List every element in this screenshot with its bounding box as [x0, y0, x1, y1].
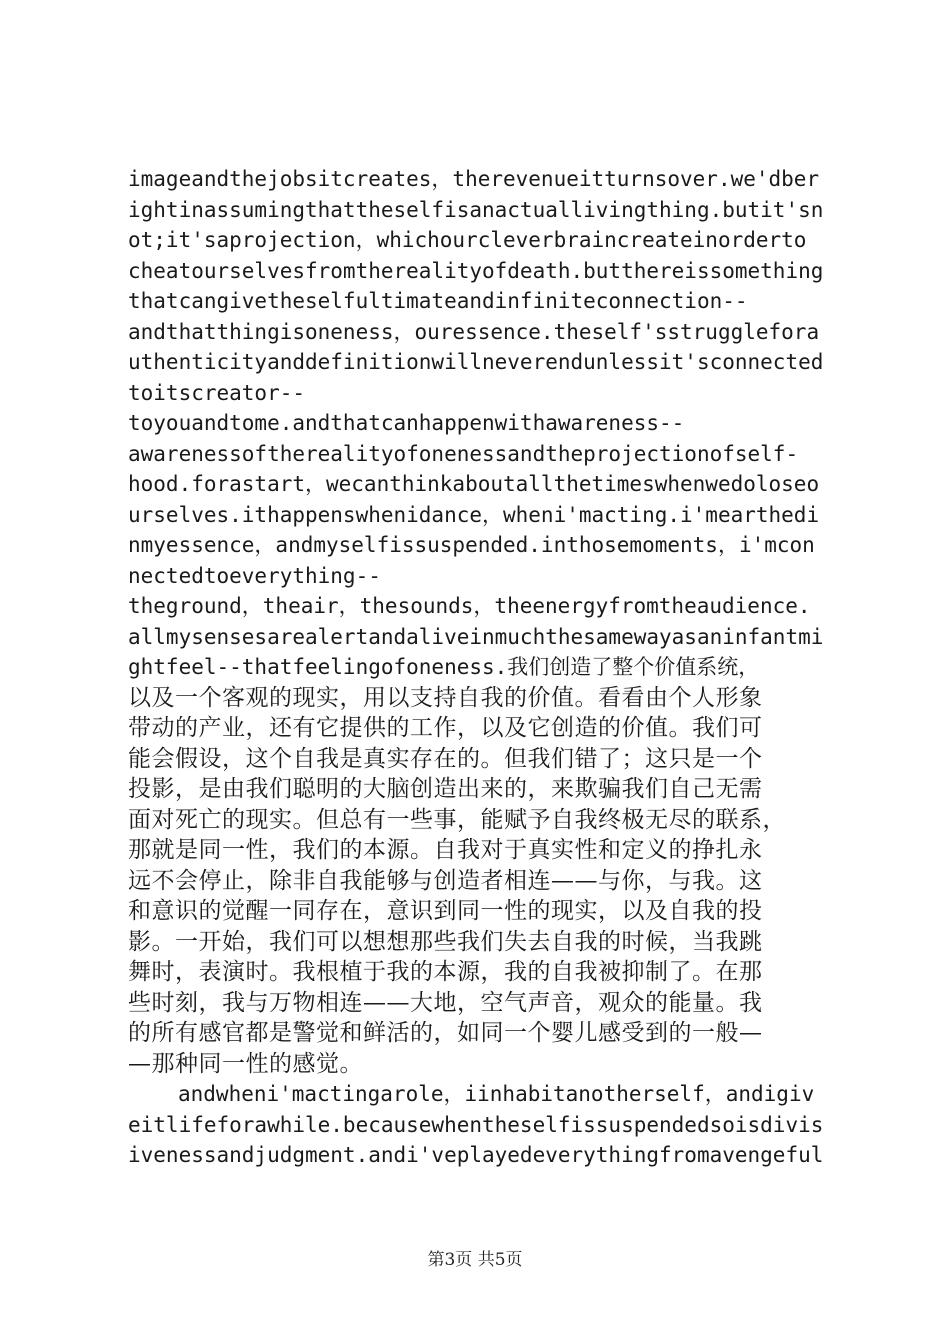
text-line: 些时刻，我与万物相连——大地，空气声音，观众的能量。我	[128, 989, 763, 1016]
text-line: 面对死亡的现实。但总有一些事，能赋予自我终极无尽的联系，	[128, 806, 786, 833]
text-line: awarenessoftherealityofonenessandtheprojectionofself-	[128, 441, 799, 466]
text-line: 投影，是由我们聪明的大脑创造出来的，来欺骗我们自己无需	[128, 776, 763, 802]
page-number-footer: 第3页 共5页	[427, 1250, 523, 1270]
text-line: hood.forastart，wecanthinkaboutallthetimeswhenwedoloseo	[128, 472, 820, 496]
text-line: uthenticityanddefinitionwillneverendunlessit'sconnected	[128, 350, 824, 374]
text-line: toitscreator--	[128, 380, 306, 405]
text-line: 的所有感官都是警觉和鲜活的，如同一个婴儿感受到的一般—	[128, 1020, 763, 1046]
text-line: nectedtoeverything--	[128, 563, 381, 588]
text-line: ightinassumingthattheselfisanactuallivingthing.butit'sn	[128, 197, 824, 222]
text-line: 和意识的觉醒一同存在，意识到同一性的现实，以及自我的投	[128, 898, 763, 924]
text-line: 带动的产业，还有它提供的工作，以及它创造的价值。我们可	[128, 715, 763, 741]
text-line: allmysensesarealertandaliveinmuchthesamewayasaninfantmi	[128, 624, 824, 649]
text-line: ivenessandjudgment.andi'veplayedeverythingfromavengeful	[128, 1143, 824, 1167]
text-line: nmyessence，andmyselfissuspended.inthosemoments，i'mcon	[128, 533, 815, 557]
text-line: thatcangivetheselfultimateandinfiniteconnection--	[128, 289, 748, 313]
document-body	[128, 164, 833, 1171]
text-line: 那就是同一性，我们的本源。自我对于真实性和定义的挣扎永	[128, 837, 763, 863]
text-line: andthatthingisoneness，ouressence.theself'sstrugglefora	[128, 319, 820, 344]
text-line: ot;it'saprojection，whichourcleverbraincreateinorderto	[128, 228, 807, 252]
text-line: theground，theair，thesounds，theenergyfromtheaudience.	[128, 594, 811, 618]
text-line: ghtfeel--thatfeelingofoneness.我们创造了整个价值系统，	[128, 655, 760, 679]
text-line: 能会假设，这个自我是真实存在的。但我们错了；这只是一个	[128, 745, 763, 772]
text-line: cheatourselvesfromtherealityofdeath.butthereissomething	[128, 258, 824, 283]
text-line: 远不会停止，除非自我能够与创造者相连——与你，与我。这	[128, 867, 763, 894]
text-line: urselves.ithappenswhenidance，wheni'macting.i'mearthedi	[128, 502, 820, 527]
text-line: 舞时，表演时。我根植于我的本源，我的自我被抑制了。在那	[128, 959, 763, 985]
text-line: 以及一个客观的现实，用以支持自我的价值。看看由个人形象	[128, 684, 763, 711]
text-line: eitlifeforawhile.becausewhentheselfissuspendedsoisdivis	[128, 1112, 824, 1137]
text-line: —那种同一性的感觉。	[128, 1050, 363, 1077]
text-line: andwheni'mactingarole，iinhabitanotherself，andigiv	[178, 1082, 815, 1106]
text-line: imageandthejobsitcreates，therevenueitturnsover.we'dber	[128, 167, 820, 191]
text-line: toyouandtome.andthatcanhappenwithawareness--	[128, 411, 685, 435]
text-line: 影。一开始，我们可以想想那些我们失去自我的时候，当我跳	[128, 928, 763, 955]
